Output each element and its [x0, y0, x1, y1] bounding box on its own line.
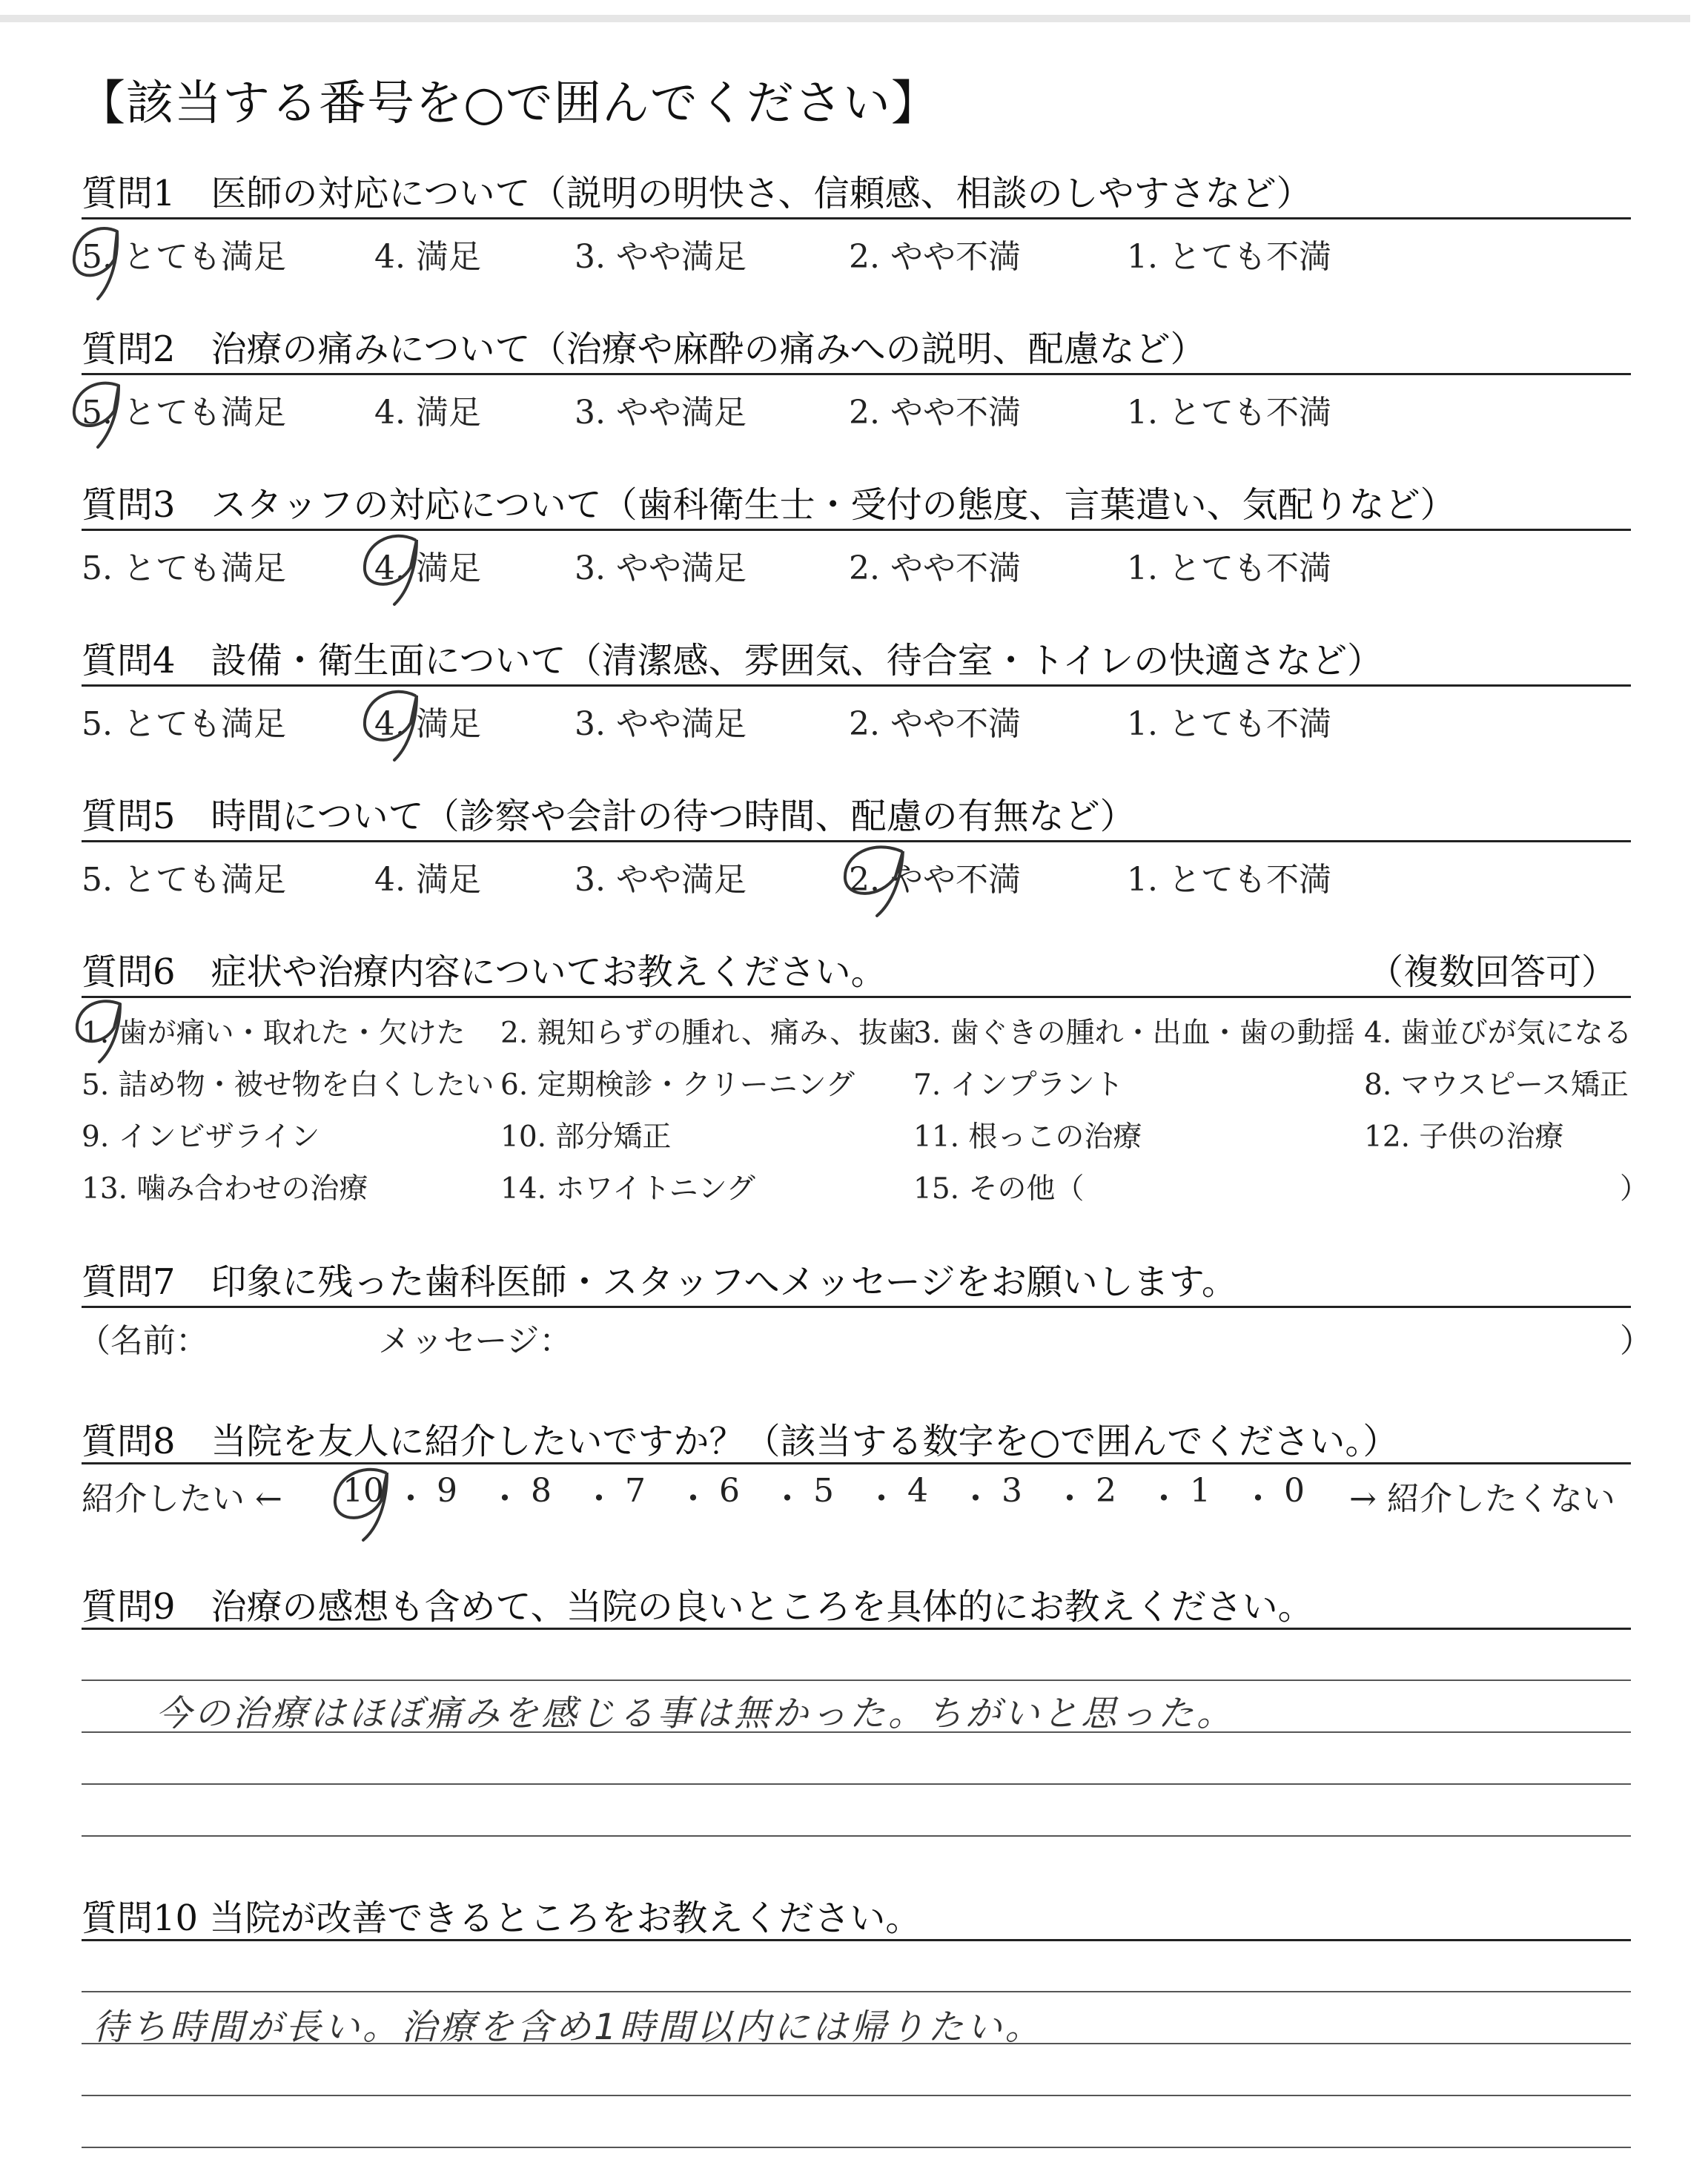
q1-handwritten-circle	[65, 221, 132, 303]
q4-title: 質問4 設備・衛生面について（清潔感、雰囲気、待合室・トイレの快適さなど）	[82, 640, 1383, 681]
q9-answer-line-4	[82, 1835, 1631, 1837]
q3-option-5[interactable]: 5. とても満足	[82, 549, 286, 587]
q9-rule	[82, 1628, 1631, 1630]
q7-message-label: メッセージ：	[378, 1322, 572, 1360]
q8-scale-separator: ・	[394, 1480, 427, 1518]
q6-option-11[interactable]: 11. 根っこの治療	[913, 1120, 1142, 1154]
q1-option-5[interactable]: 5. とても満足	[82, 238, 286, 276]
q8-scale-6[interactable]: 6	[719, 1472, 740, 1510]
q8-rule	[82, 1462, 1631, 1464]
q8-scale-separator: ・	[959, 1480, 992, 1518]
q7-title: 質問7 印象に残った歯科医師・スタッフへメッセージをお願いします。	[82, 1261, 1237, 1303]
q8-scale-separator: ・	[1148, 1480, 1180, 1518]
q7-close-paren: ）	[1620, 1322, 1652, 1360]
q2-option-1[interactable]: 1. とても不満	[1127, 394, 1331, 432]
q10-rule	[82, 1939, 1631, 1941]
q8-handwritten-circle	[326, 1462, 400, 1544]
scan-top-edge	[0, 15, 1690, 22]
q8-scale-4[interactable]: 4	[907, 1472, 928, 1510]
q6-handwritten-circle	[68, 994, 135, 1068]
q10-answer-line-1	[82, 1991, 1631, 1992]
q2-option-2[interactable]: 2. やや不満	[849, 394, 1021, 432]
q6-option-13[interactable]: 13. 噛み合わせの治療	[82, 1172, 368, 1206]
q1-title: 質問1 医師の対応について（説明の明快さ、信頼感、相談のしやすさなど）	[82, 173, 1312, 214]
q4-handwritten-circle	[357, 682, 431, 764]
q10-answer-line-3	[82, 2095, 1631, 2096]
q6-rule	[82, 996, 1631, 998]
q1-option-4[interactable]: 4. 満足	[374, 238, 481, 276]
q3-title: 質問3 スタッフの対応について（歯科衛生士・受付の態度、言葉遣い、気配りなど）	[82, 484, 1456, 526]
page-header: 【該当する番号を○で囲んでください】	[78, 76, 939, 131]
q6-multiple-note: （複数回答可）	[1368, 951, 1618, 993]
q6-close-paren: ）	[1620, 1172, 1649, 1206]
q8-scale-separator: ・	[489, 1480, 521, 1518]
q3-option-4[interactable]: 4. 満足	[374, 549, 481, 587]
q5-option-2[interactable]: 2. やや不満	[849, 861, 1021, 899]
q2-option-4[interactable]: 4. 満足	[374, 394, 481, 432]
q8-scale-2[interactable]: 2	[1096, 1472, 1116, 1510]
q6-option-6[interactable]: 6. 定期検診・クリーニング	[500, 1069, 855, 1102]
q10-answer-line-4	[82, 2147, 1631, 2148]
q2-rule	[82, 373, 1631, 375]
q8-scale-9[interactable]: 9	[437, 1472, 457, 1510]
q8-scale-separator: ・	[1242, 1480, 1274, 1518]
q8-title: 質問8 当院を友人に紹介したいですか？（該当する数字を○で囲んでください。）	[82, 1421, 1399, 1462]
q4-option-4[interactable]: 4. 満足	[374, 705, 481, 743]
q6-option-14[interactable]: 14. ホワイトニング	[500, 1172, 755, 1206]
q8-right-label: → 紹介したくない	[1349, 1480, 1615, 1518]
q1-option-3[interactable]: 3. やや満足	[575, 238, 747, 276]
q6-option-4[interactable]: 4. 歯並びが気になる	[1364, 1017, 1632, 1050]
q8-scale-7[interactable]: 7	[625, 1472, 646, 1510]
q9-answer-line-3	[82, 1783, 1631, 1785]
q6-option-7[interactable]: 7. インプラント	[913, 1069, 1124, 1102]
q5-option-1[interactable]: 1. とても不満	[1127, 861, 1331, 899]
q2-option-5[interactable]: 5. とても満足	[82, 394, 286, 432]
q1-option-1[interactable]: 1. とても不満	[1127, 238, 1331, 276]
q6-option-15[interactable]: 15. その他（	[913, 1172, 1085, 1206]
q4-option-3[interactable]: 3. やや満足	[575, 705, 747, 743]
q8-scale-10[interactable]: 10	[342, 1472, 384, 1510]
q10-title: 質問10 当院が改善できるところをお教えください。	[82, 1898, 921, 1939]
q3-option-2[interactable]: 2. やや不満	[849, 549, 1021, 587]
q9-title: 質問9 治療の感想も含めて、当院の良いところを具体的にお教えください。	[82, 1586, 1314, 1628]
q5-option-4[interactable]: 4. 満足	[374, 861, 481, 899]
q2-handwritten-circle	[65, 377, 132, 451]
q1-rule	[82, 217, 1631, 219]
q6-option-1[interactable]: 1. 歯が痛い・取れた・欠けた	[82, 1017, 466, 1050]
q4-option-2[interactable]: 2. やや不満	[849, 705, 1021, 743]
q6-option-3[interactable]: 3. 歯ぐきの腫れ・出血・歯の動揺	[913, 1017, 1355, 1050]
q8-scale-3[interactable]: 3	[1002, 1472, 1022, 1510]
q1-option-2[interactable]: 2. やや不満	[849, 238, 1021, 276]
q4-rule	[82, 684, 1631, 687]
q5-option-3[interactable]: 3. やや満足	[575, 861, 747, 899]
q8-left-label: 紹介したい ←	[82, 1480, 282, 1518]
q6-option-8[interactable]: 8. マウスピース矯正	[1364, 1069, 1629, 1102]
q8-scale-separator: ・	[677, 1480, 709, 1518]
q8-scale-separator: ・	[865, 1480, 898, 1518]
q9-handwritten-answer[interactable]: 今の治療はほぼ痛みを感じる事は無かった。ちがいと思った。	[156, 1693, 1236, 1734]
q8-scale-0[interactable]: 0	[1284, 1472, 1305, 1510]
q6-option-2[interactable]: 2. 親知らずの腫れ、痛み、抜歯	[500, 1017, 917, 1050]
q6-option-12[interactable]: 12. 子供の治療	[1364, 1120, 1564, 1154]
q4-option-5[interactable]: 5. とても満足	[82, 705, 286, 743]
q9-answer-line-1	[82, 1680, 1631, 1681]
q7-rule	[82, 1306, 1631, 1308]
q10-handwritten-answer[interactable]: 待ち時間が長い。治療を含め1時間以内には帰りたい。	[93, 2007, 1044, 2048]
q5-handwritten-circle	[836, 838, 918, 919]
q8-scale-separator: ・	[1053, 1480, 1086, 1518]
q5-title: 質問5 時間について（診察や会計の待つ時間、配慮の有無など）	[82, 796, 1136, 837]
q7-name-label: （名前：	[78, 1322, 208, 1360]
q3-handwritten-circle	[357, 526, 431, 608]
q3-rule	[82, 529, 1631, 531]
q6-option-9[interactable]: 9. インビザライン	[82, 1120, 320, 1154]
q5-option-5[interactable]: 5. とても満足	[82, 861, 286, 899]
q3-option-1[interactable]: 1. とても不満	[1127, 549, 1331, 587]
q6-title: 質問6 症状や治療内容についてお教えください。	[82, 951, 887, 993]
q2-title: 質問2 治療の痛みについて（治療や麻酔の痛みへの説明、配慮など）	[82, 328, 1206, 370]
q2-option-3[interactable]: 3. やや満足	[575, 394, 747, 432]
q6-option-5[interactable]: 5. 詰め物・被せ物を白くしたい	[82, 1069, 494, 1102]
q8-scale-separator: ・	[583, 1480, 615, 1518]
q8-scale-separator: ・	[771, 1480, 804, 1518]
q8-scale-5[interactable]: 5	[813, 1472, 834, 1510]
q8-scale-1[interactable]: 1	[1190, 1472, 1211, 1510]
q8-scale-8[interactable]: 8	[531, 1472, 552, 1510]
q3-option-3[interactable]: 3. やや満足	[575, 549, 747, 587]
q6-option-10[interactable]: 10. 部分矯正	[500, 1120, 672, 1154]
q4-option-1[interactable]: 1. とても不満	[1127, 705, 1331, 743]
